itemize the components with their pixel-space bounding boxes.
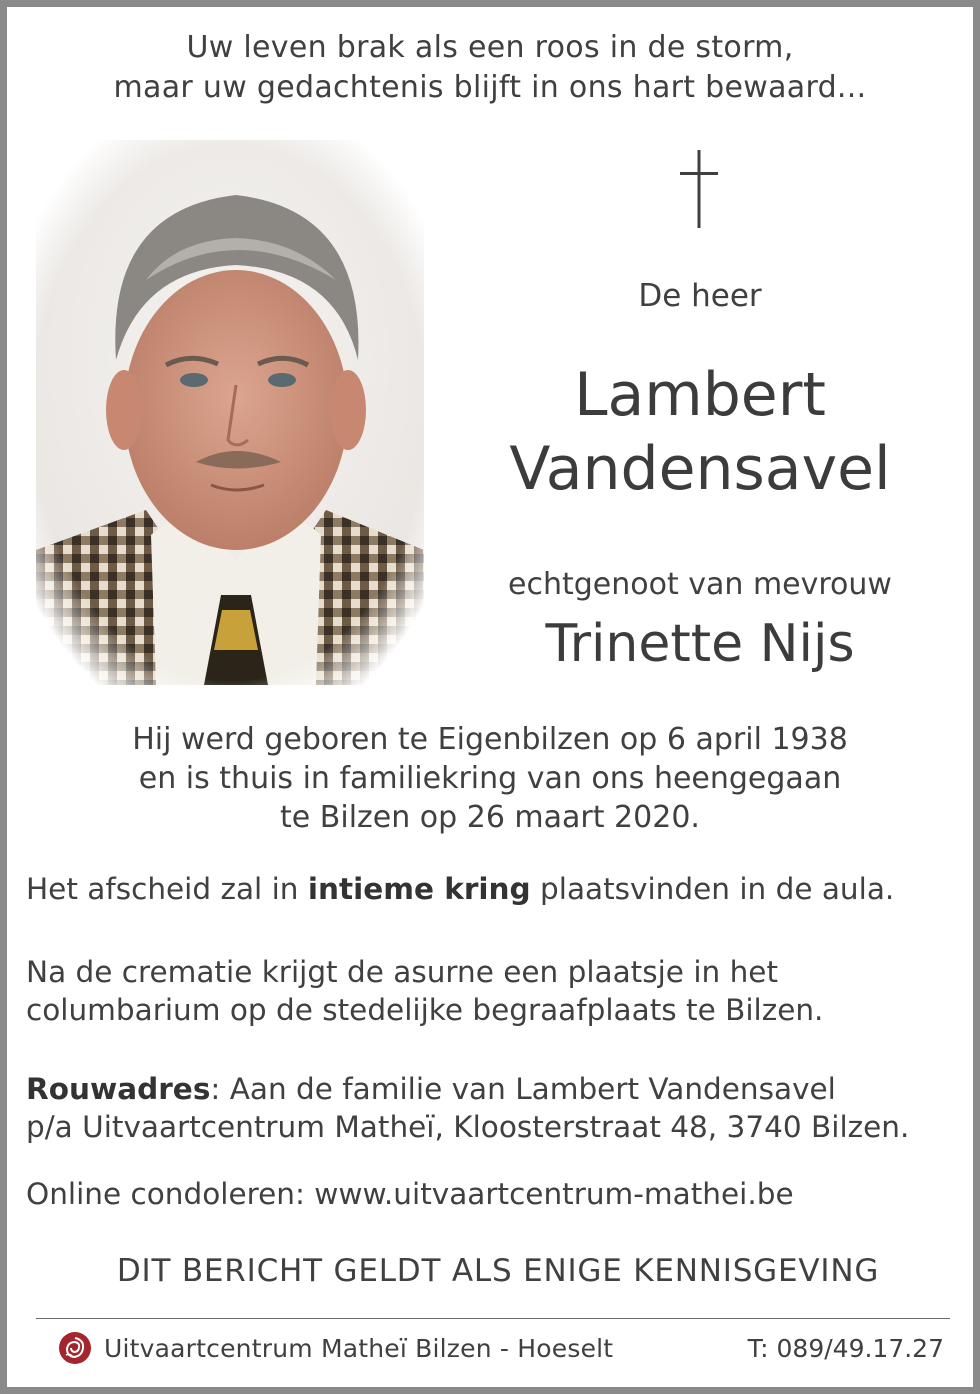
spouse-name: Trinette Nijs [545,614,855,674]
rose-logo-icon [58,1331,92,1365]
online-condolences: Online condoleren: www.uitvaartcentrum-mathei.be [26,1177,794,1211]
portrait-photo-drawing [36,140,424,685]
farewell-text-after: plaatsvinden in de aula. [530,872,895,906]
memorial-poem [0,28,980,108]
farewell-emphasis: intieme kring [307,872,531,906]
cremation-line-2: columbarium op de stedelijke begraafplaats te Bilzen. [26,993,824,1027]
address-line-1: : Aan de familie van Lambert Vandensavel [210,1072,836,1106]
company-name: Uitvaartcentrum Matheï Bilzen - Hoeselt [104,1333,614,1363]
footer-divider [36,1318,950,1319]
spouse-label: echtgenoot van mevrouw [508,567,892,602]
birth-line-2: en is thuis in familiekring van ons heengegaan [138,761,842,796]
deceased-last-name: Vandensavel [509,434,891,504]
birth-line-1: Hij werd geboren te Eigenbilzen op 6 april 1938 [132,722,848,757]
birth-line-3: te Bilzen op 26 maart 2020. [280,800,700,835]
cremation-line-1: Na de crematie krijgt de asurne een plaatsje in het [26,955,779,989]
farewell-paragraph [26,870,966,908]
poem-line-1: Uw leven brak als een roos in de storm, [186,30,794,65]
portrait-photo [36,140,424,685]
address-label: Rouwadres [26,1072,211,1106]
poem-line-2: maar uw gedachtenis blijft in ons hart bewaard... [113,70,867,105]
deceased-first-name: Lambert [574,360,826,430]
mourning-address [26,1070,966,1146]
cremation-paragraph [26,953,966,1029]
cross-icon [676,150,722,228]
deceased-title: De heer [638,278,762,314]
footer-company [58,1330,613,1366]
deceased-name [440,358,960,506]
farewell-text-before: Het afscheid zal in [26,872,308,906]
company-phone: T: 089/49.17.27 [747,1334,944,1363]
notice-statement: DIT BERICHT GELDT ALS ENIGE KENNISGEVING [116,1253,880,1289]
address-line-2: p/a Uitvaartcentrum Matheï, Kloosterstraat 48, 3740 Bilzen. [26,1110,910,1144]
birth-death-details [0,720,980,837]
